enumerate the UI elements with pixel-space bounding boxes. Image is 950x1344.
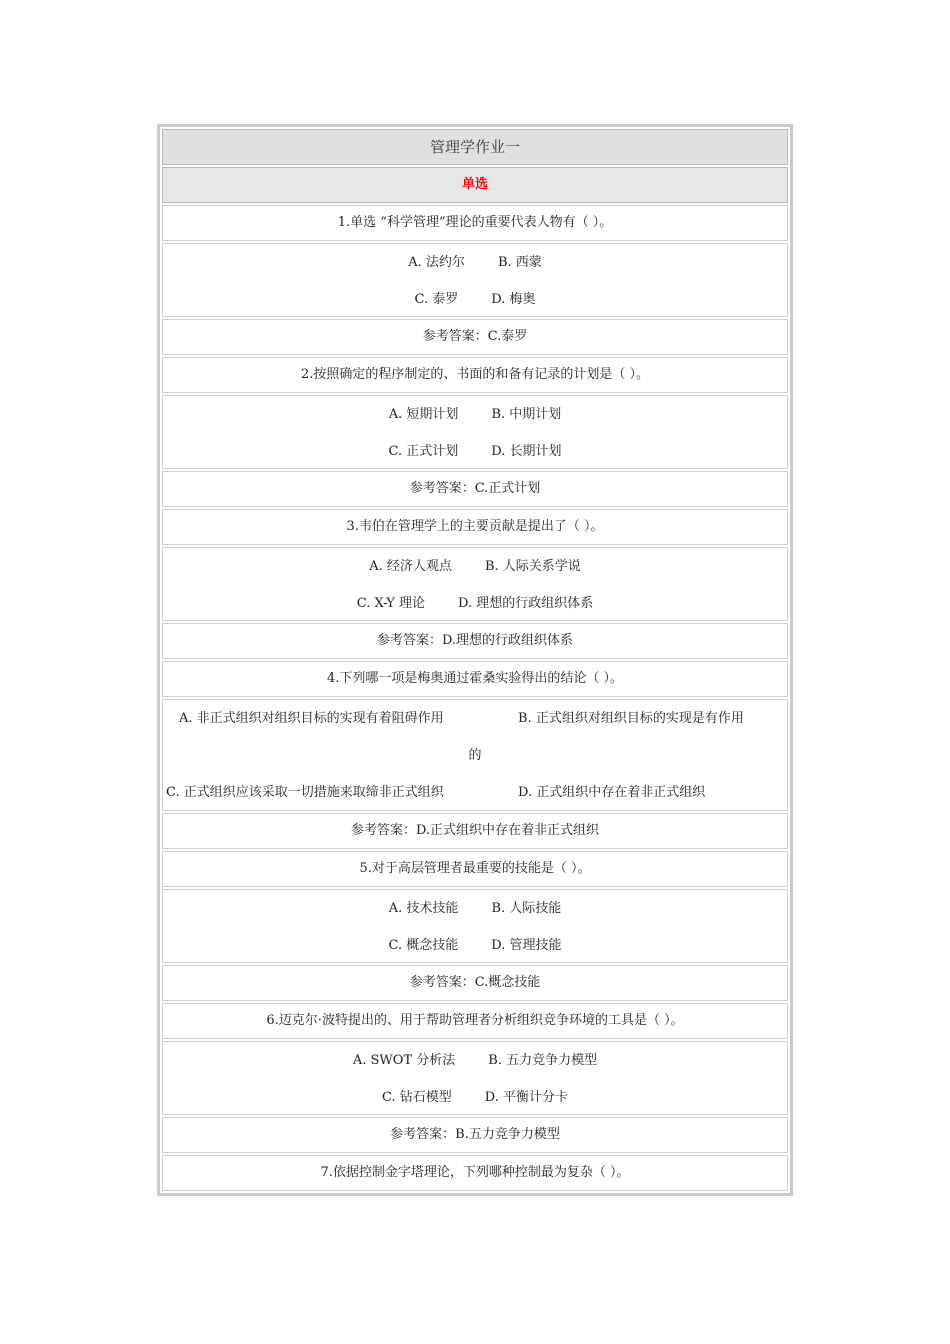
option-c: C. 正式组织应该采取一切措施来取缔非正式组织 [166, 785, 444, 800]
option-line: A. 法约尔 B. 西蒙 [408, 255, 542, 270]
question-options [162, 889, 788, 963]
question-options [162, 395, 788, 469]
option-line: C. 泰罗 D. 梅奥 [414, 292, 536, 307]
question-stem: 2.按照确定的程序制定的、书面的和备有记录的计划是（ ）。 [162, 357, 788, 393]
option-line: A. 短期计划 B. 中期计划 [388, 407, 562, 422]
option-line: A. 经济人观点 B. 人际关系学说 [369, 559, 581, 574]
question-options [162, 699, 788, 811]
answer-text: 参考答案：C.泰罗 [162, 319, 788, 355]
question-stem: 7.依据控制金字塔理论，下列哪种控制最为复杂（ ）。 [162, 1155, 788, 1191]
option-line: C. 钻石模型 D. 平衡计分卡 [381, 1090, 569, 1105]
question-options [162, 243, 788, 317]
option-d: D. 正式组织中存在着非正式组织 [518, 785, 706, 800]
option-line: C. 概念技能 D. 管理技能 [388, 938, 562, 953]
option-b: B. 正式组织对组织目标的实现是有作用 [518, 711, 744, 726]
homework-table [157, 124, 793, 1196]
option-line: C. 正式计划 D. 长期计划 [388, 444, 562, 459]
question-stem: 1.单选 “科学管理”理论的重要代表人物有（ ）。 [162, 205, 788, 241]
question-stem: 4.下列哪一项是梅奥通过霍桑实验得出的结论（ ）。 [162, 661, 788, 697]
answer-text: 参考答案：D.正式组织中存在着非正式组织 [162, 813, 788, 849]
option-line [163, 700, 787, 737]
option-a: A. 非正式组织对组织目标的实现有着阻碍作用 [179, 711, 444, 726]
option-line: C. X-Y 理论 D. 理想的行政组织体系 [356, 596, 594, 611]
question-options [162, 1041, 788, 1115]
question-stem: 3.韦伯在管理学上的主要贡献是提出了（ ）。 [162, 509, 788, 545]
option-b-wrap: 的 [468, 748, 482, 763]
page-title: 管理学作业一 [162, 129, 788, 165]
answer-text: 参考答案：B.五力竞争力模型 [162, 1117, 788, 1153]
answer-text: 参考答案：C.正式计划 [162, 471, 788, 507]
answer-text: 参考答案：D.理想的行政组织体系 [162, 623, 788, 659]
answer-text: 参考答案：C.概念技能 [162, 965, 788, 1001]
question-options [162, 547, 788, 621]
question-stem: 5.对于高层管理者最重要的技能是（ ）。 [162, 851, 788, 887]
option-line [163, 774, 787, 811]
option-line: A. 技术技能 B. 人际技能 [388, 901, 562, 916]
section-heading: 单选 [162, 167, 788, 203]
question-stem: 6.迈克尔·波特提出的、用于帮助管理者分析组织竞争环境的工具是（ ）。 [162, 1003, 788, 1039]
option-line: A. SWOT 分析法 B. 五力竞争力模型 [352, 1053, 598, 1068]
